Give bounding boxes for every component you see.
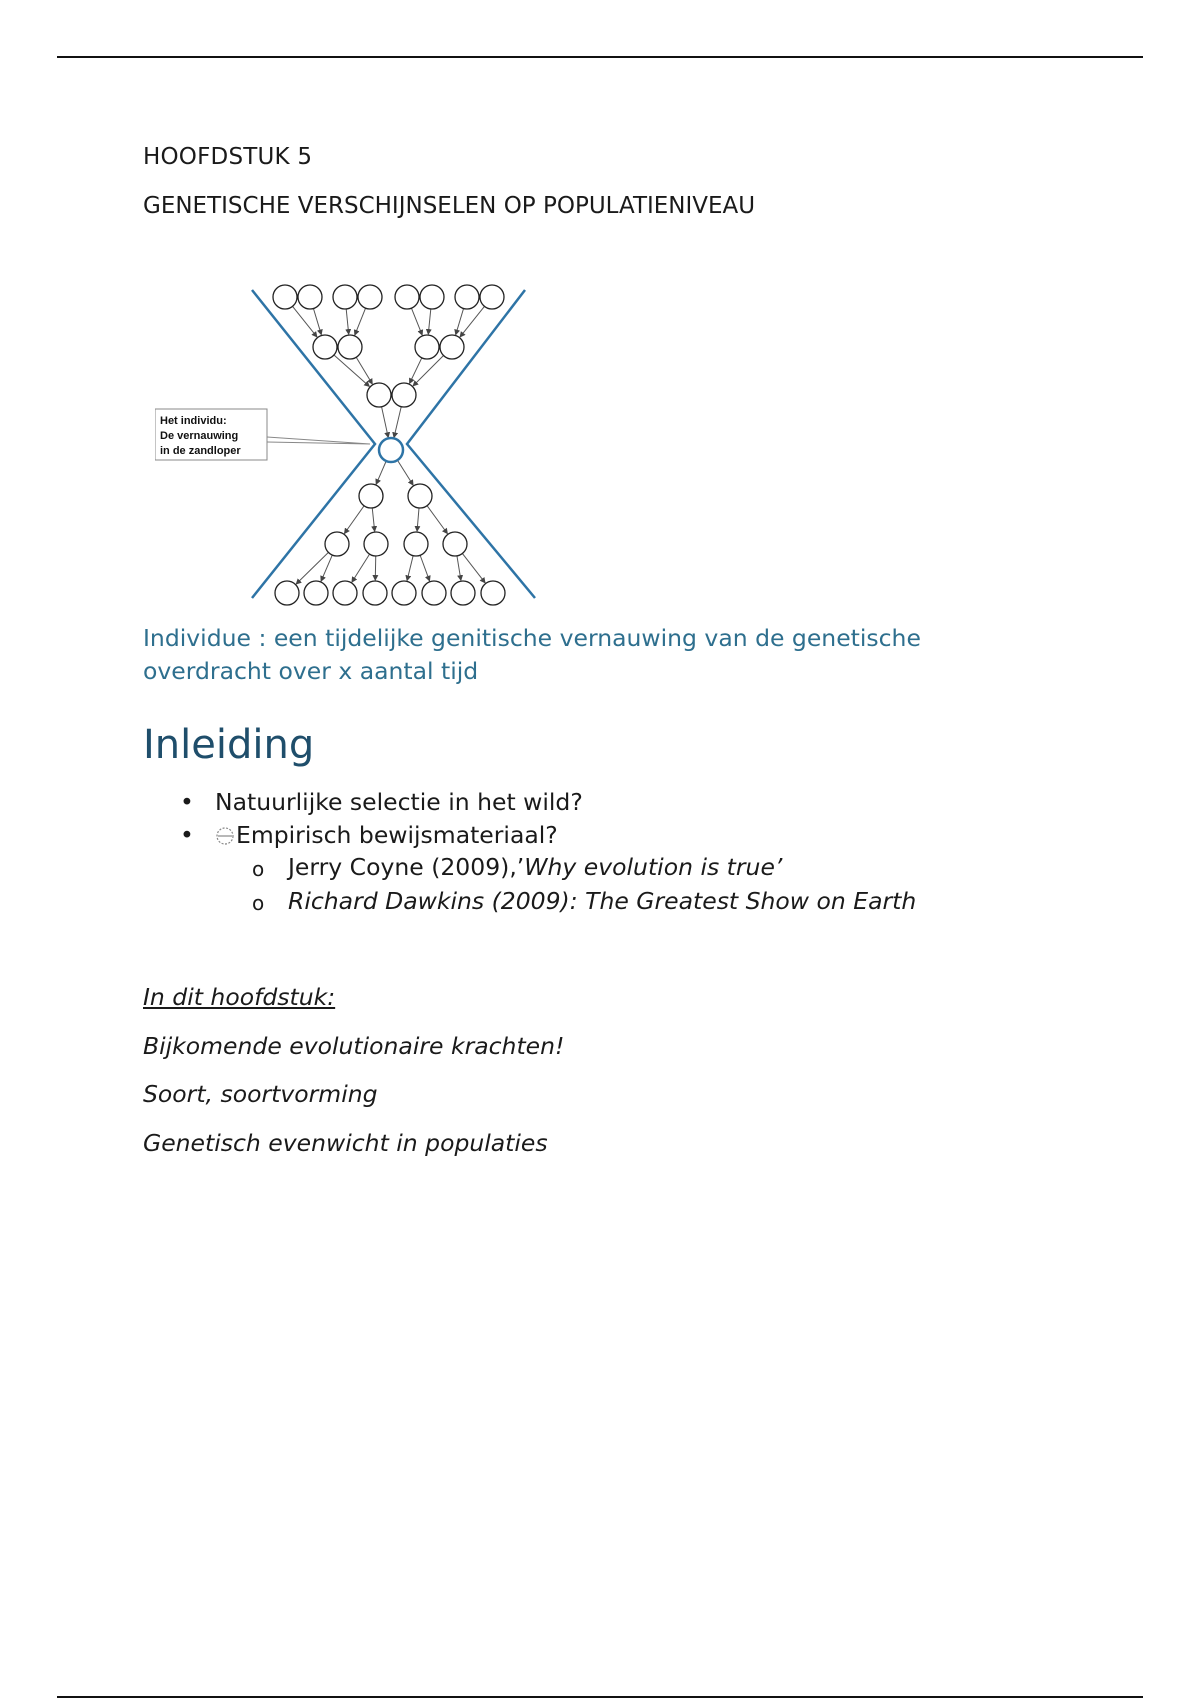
lineage-arrow <box>397 460 413 485</box>
lineage-arrow <box>352 554 370 582</box>
lineage-arrow <box>382 407 389 438</box>
lineage-arrow <box>407 556 413 581</box>
lineage-arrow <box>372 508 374 531</box>
individual-circle <box>420 285 444 309</box>
individual-circle <box>455 285 479 309</box>
figure-caption: Individue : een tijdelijke genitische vernauwing van de genetische overdracht over x aantal tijd <box>143 624 921 685</box>
lineage-arrow <box>292 306 316 336</box>
individual-circle <box>440 335 464 359</box>
bullet-marker: • <box>180 820 194 849</box>
lineage-arrow <box>321 555 332 581</box>
bullet-marker: • <box>180 788 194 816</box>
lineage-arrow <box>457 556 461 580</box>
reference-title: Why evolution is true’ <box>524 853 783 881</box>
individual-circle <box>422 581 446 605</box>
reference-author: Jerry Coyne (2009),’ <box>288 853 525 881</box>
lineage-arrow <box>376 461 386 484</box>
reference-text: Richard Dawkins (2009): The Greatest Show on Earth <box>288 887 917 915</box>
callout-line-3: in de zandloper <box>160 445 241 457</box>
overview-label: In dit hoofdstuk: <box>143 983 336 1011</box>
individual-circle <box>273 285 297 309</box>
individual-circle <box>395 285 419 309</box>
overview-topic: Genetisch evenwicht in populaties <box>143 1129 548 1157</box>
callout-line-2: De vernauwing <box>160 430 239 442</box>
lineage-arrow <box>420 555 429 581</box>
hourglass-figure <box>155 282 675 612</box>
lineage-arrow <box>411 308 422 335</box>
overview-topic: Soort, soortvorming <box>143 1080 378 1108</box>
sub-bullet-text <box>288 851 782 884</box>
individual-circle <box>275 581 299 605</box>
individual-circle <box>404 532 428 556</box>
bullet-text: Natuurlijke selectie in het wild? <box>215 788 583 816</box>
lineage-arrow <box>345 506 365 534</box>
individual-circle <box>392 383 416 407</box>
lineage-arrow <box>460 306 484 336</box>
individual-circle <box>333 285 357 309</box>
bottleneck-individual-circle <box>379 438 403 462</box>
top-rule <box>57 56 1143 58</box>
chapter-number: HOOFDSTUK 5 <box>143 144 313 170</box>
individual-circle <box>313 335 337 359</box>
individual-circle <box>358 285 382 309</box>
lineage-arrow <box>456 308 464 334</box>
bullet-text: Empirisch bewijsmateriaal? <box>236 820 558 849</box>
individual-circle <box>481 581 505 605</box>
lineage-arrow <box>346 309 349 334</box>
individual-circle <box>364 532 388 556</box>
individual-circle <box>359 484 383 508</box>
lineage-arrow <box>428 309 431 334</box>
individual-circle <box>363 581 387 605</box>
sub-bullet-marker: o <box>252 891 265 915</box>
lineage-arrow <box>462 553 485 582</box>
individual-circle <box>333 581 357 605</box>
hourglass-diagram <box>155 282 675 612</box>
lineage-arrow <box>394 407 401 438</box>
lineage-arrow <box>296 552 328 584</box>
callout <box>155 409 370 460</box>
individual-circle <box>392 581 416 605</box>
lineage-arrow <box>313 308 321 334</box>
sub-bullet-marker: o <box>252 857 265 881</box>
overview-topic: Bijkomende evolutionaire krachten! <box>143 1032 565 1060</box>
lineage-arrow <box>355 308 366 335</box>
bullet-text-with-icon <box>215 819 558 852</box>
individual-circle <box>338 335 362 359</box>
chapter-title: GENETISCHE VERSCHIJNSELEN OP POPULATIENIVEAU <box>143 193 756 219</box>
individual-circle <box>443 532 467 556</box>
individual-circle <box>415 335 439 359</box>
section-heading: Inleiding <box>143 722 315 768</box>
lineage-arrow <box>413 355 443 385</box>
lineage-arrow <box>417 508 419 531</box>
individual-circle <box>408 484 432 508</box>
callout-line-1: Het individu: <box>160 415 227 427</box>
individual-circle <box>304 581 328 605</box>
individual-circles <box>273 285 505 605</box>
comment-marker-icon <box>215 826 235 846</box>
individual-circle <box>298 285 322 309</box>
individual-circle <box>451 581 475 605</box>
individual-circle <box>325 532 349 556</box>
bottom-rule <box>57 1696 1143 1698</box>
lineage-arrow <box>356 357 372 384</box>
individual-circle <box>480 285 504 309</box>
lineage-arrow <box>427 506 447 534</box>
individual-circle <box>367 383 391 407</box>
